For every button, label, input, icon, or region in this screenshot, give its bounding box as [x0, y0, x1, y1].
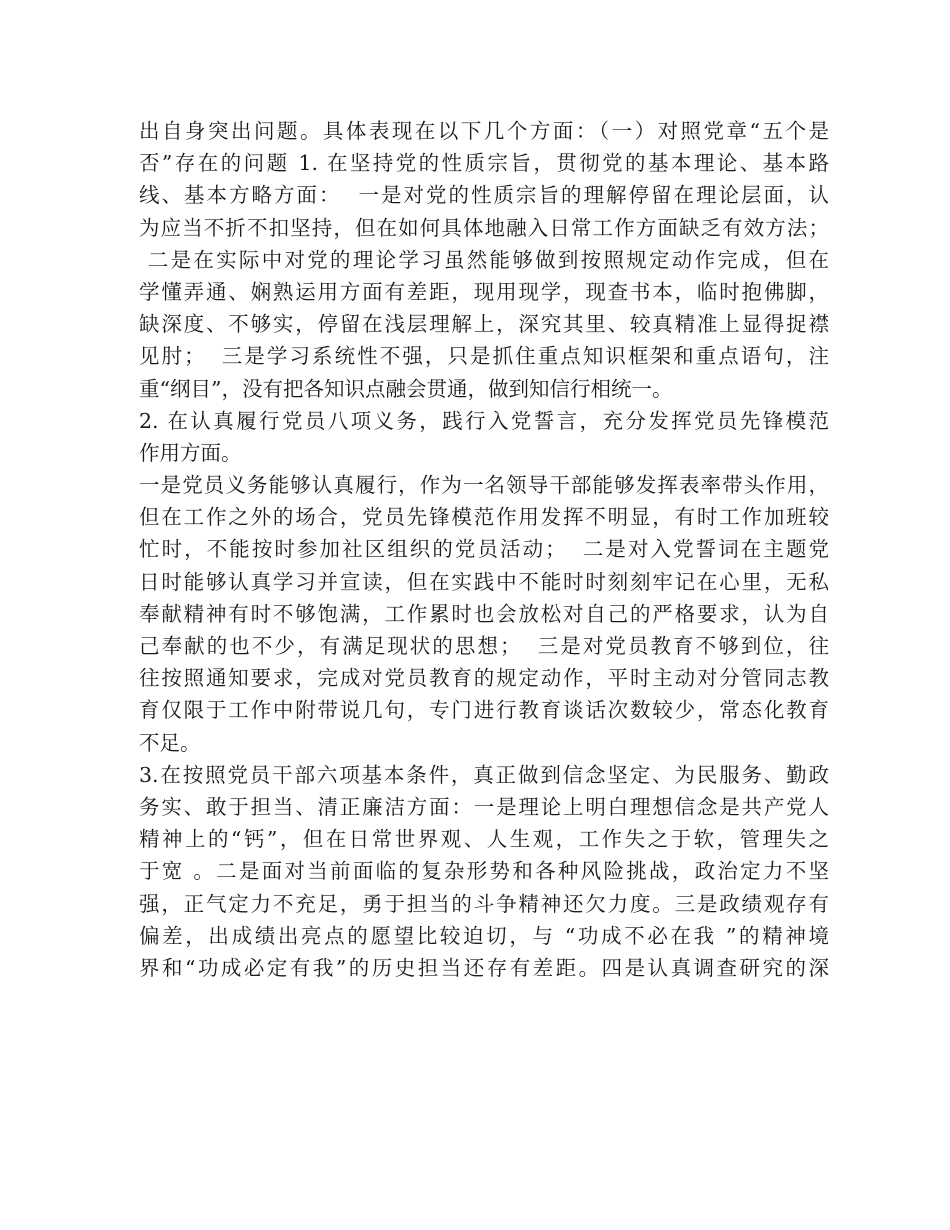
text-line: 育仅限于工作中附带说几句，专门进行教育谈话次数较少，常态化教育: [139, 698, 829, 723]
text-line: 学懂弄通、娴熟运用方面有差距，现用现学，现查书本，临时抱佛脚，: [139, 279, 829, 304]
text-line: 否”存在的问题 1. 在坚持党的性质宗旨，贯彻党的基本理论、基本路: [139, 151, 829, 176]
text-line: 偏差，出成绩出亮点的愿望比较迫切，与 “功成不必在我 ”的精神境: [139, 923, 829, 948]
text-line: 于宽 。二是面对当前面临的复杂形势和各种风险挑战，政治定力不坚: [139, 859, 829, 884]
text-line: 日时能够认真学习并宣读，但在实践中不能时时刻刻牢记在心里，无私: [139, 569, 829, 594]
text-line: 2. 在认真履行党员八项义务，践行入党誓言，充分发挥党员先锋模范: [139, 408, 829, 433]
text-line: 不足。: [139, 730, 201, 755]
text-line: 强，正气定力不充足，勇于担当的斗争精神还欠力度。三是政绩观存有: [139, 891, 829, 916]
text-line: 界和“功成必定有我”的历史担当还存有差距。四是认真调查研究的深: [139, 955, 829, 980]
text-line: 往按照通知要求，完成对党员教育的规定动作，平时主动对分管同志教: [139, 666, 829, 691]
text-line: 线、基本方略方面： 一是对党的性质宗旨的理解停留在理论层面，认: [139, 183, 829, 208]
text-line: 3.在按照党员干部六项基本条件，真正做到信念坚定、为民服务、勤政: [139, 762, 829, 787]
body-text: [139, 115, 829, 984]
text-line: 出自身突出问题。具体表现在以下几个方面：（一）对照党章“五个是: [139, 119, 829, 143]
text-line: 作用方面。: [139, 440, 242, 465]
text-line: 一是党员义务能够认真履行，作为一名领导干部能够发挥表率带头作用，: [139, 473, 829, 498]
text-line: 重“纲目”，没有把各知识点融会贯通，做到知信行相统一。: [139, 376, 673, 401]
text-line: 为应当不折不扣坚持，但在如何具体地融入日常工作方面缺乏有效方法；: [139, 215, 829, 240]
text-line: 二是在实际中对党的理论学习虽然能够做到按照规定动作完成，但在: [139, 247, 829, 272]
text-line: 精神上的“钙”，但在日常世界观、人生观，工作失之于软，管理失之: [139, 827, 829, 852]
text-line: 奉献精神有时不够饱满，工作累时也会放松对自己的严格要求，认为自: [139, 601, 829, 626]
text-line: 忙时，不能按时参加社区组织的党员活动； 二是对入党誓词在主题党: [139, 537, 829, 562]
text-line: 务实、敢于担当、清正廉洁方面：一是理论上明白理想信念是共产党人: [139, 794, 829, 819]
text-line: 缺深度、不够实，停留在浅层理解上，深究其里、较真精准上显得捉襟: [139, 312, 829, 337]
text-line: 己奉献的也不少，有满足现状的思想； 三是对党员教育不够到位，往: [139, 634, 829, 658]
text-line: 见肘； 三是学习系统性不强，只是抓住重点知识框架和重点语句，注: [139, 344, 829, 369]
text-line: 但在工作之外的场合，党员先锋模范作用发挥不明显，有时工作加班较: [139, 505, 829, 530]
